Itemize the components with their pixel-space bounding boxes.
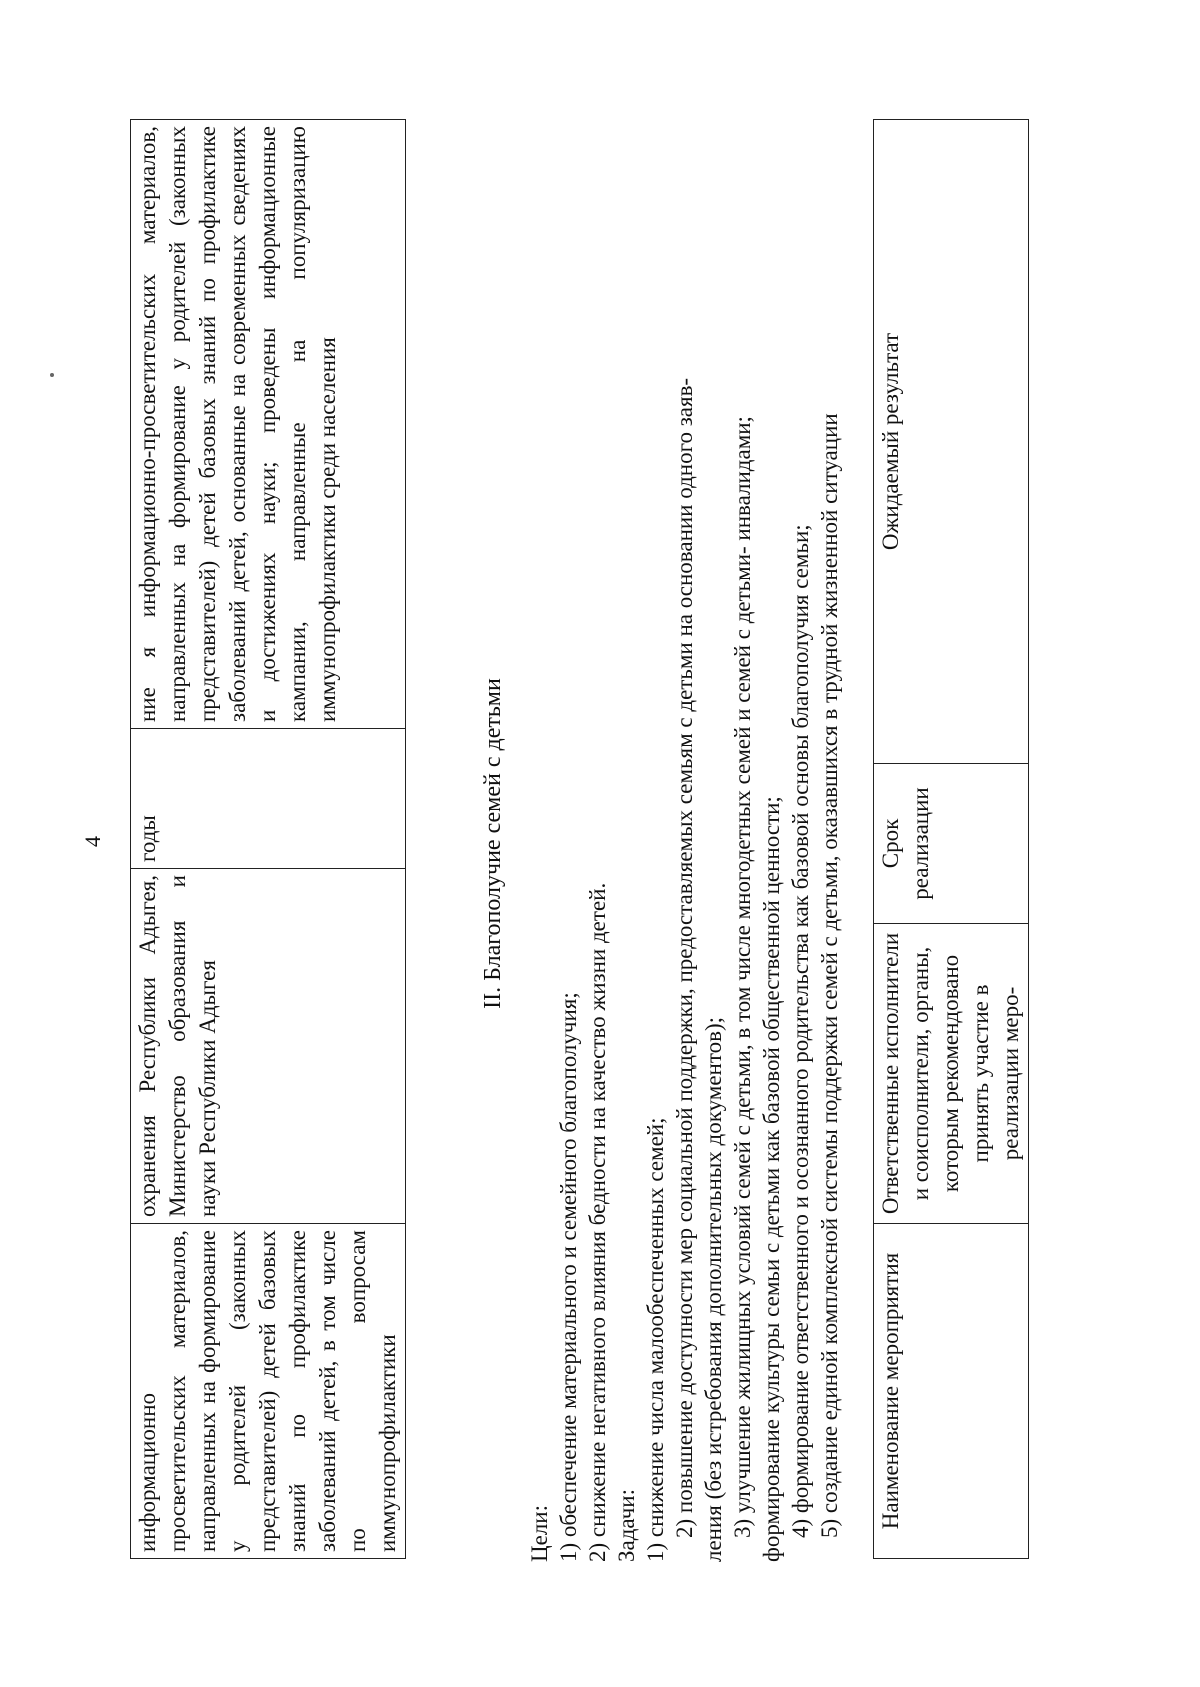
- top-table-cell-term: годы: [131, 729, 406, 869]
- goals-heading: Цели:: [527, 1505, 552, 1562]
- table-row: [131, 120, 406, 1559]
- task-item: 4) формирование ответственного и осознанного родительства как базовой основы благополучия семьи;: [788, 524, 813, 1538]
- top-table-cell-measure: информационно просветительских материалов, направленных на формирование у родителей (законных представителей) детей базовых знаний по профилактике заболеваний детей, в том числе по вопросам иммунопрофилактики: [131, 1224, 406, 1559]
- scan-speck: [50, 373, 54, 377]
- header-expected-result: Ожидаемый результат: [874, 120, 1029, 764]
- task-item-continuation: ления (без истребования дополнительных документов);: [701, 1016, 726, 1562]
- top-table-cell-executors: охранения Республики Адыгея, Министерство образования и науки Республики Адыгея: [131, 869, 406, 1224]
- goal-item: 1) обеспечение материального и семейного благополучия;: [556, 992, 581, 1562]
- top-table: [130, 119, 406, 1559]
- page-number: 4: [80, 836, 105, 847]
- tasks-heading: Задачи:: [614, 1489, 639, 1562]
- header-executors: Ответственные исполнители и соисполнители, органы, которым рекомендовано принять участие в реализации меро-: [874, 924, 1029, 1224]
- header-measure-name: Наименование мероприятия: [874, 1224, 1029, 1559]
- header-term: Срок реализации: [874, 764, 1029, 924]
- goal-item: 2) снижение негативного влияния бедности на качество жизни детей.: [585, 882, 610, 1562]
- section-title: II. Благополучие семей с детьми: [480, 678, 506, 1009]
- table-header-row: [874, 120, 1029, 1559]
- bottom-table: [873, 119, 1029, 1559]
- task-item: 2) повышение доступности мер социальной поддержки, предоставляемых семьям с детьми на основании одного заяв-: [672, 377, 697, 1538]
- body-text: [525, 102, 844, 1562]
- task-item: 5) создание единой комплексной системы поддержки семей с детьми, оказавшихся в трудной жизненной ситуации: [817, 413, 842, 1538]
- top-table-cell-result: ние я информационно-просветительских материалов, направленных на формирование у родителей (законных представителей) детей базовых знаний по профилактике заболеваний детей, основанные на современных сведениях и достижениях науки; проведены информационные кампании, направленные на популяризацию иммунопрофилактики среди населения: [131, 120, 406, 729]
- task-item: 1) снижение числа малообеспеченных семей;: [643, 1117, 668, 1562]
- task-item: 3) улучшение жилищных условий семей с детьми, в том числе многодетных семей и семей с детьми- инвалидами;: [730, 416, 755, 1538]
- task-item-continuation: формирование культуры семьи с детьми как базовой общественной ценности;: [759, 796, 784, 1562]
